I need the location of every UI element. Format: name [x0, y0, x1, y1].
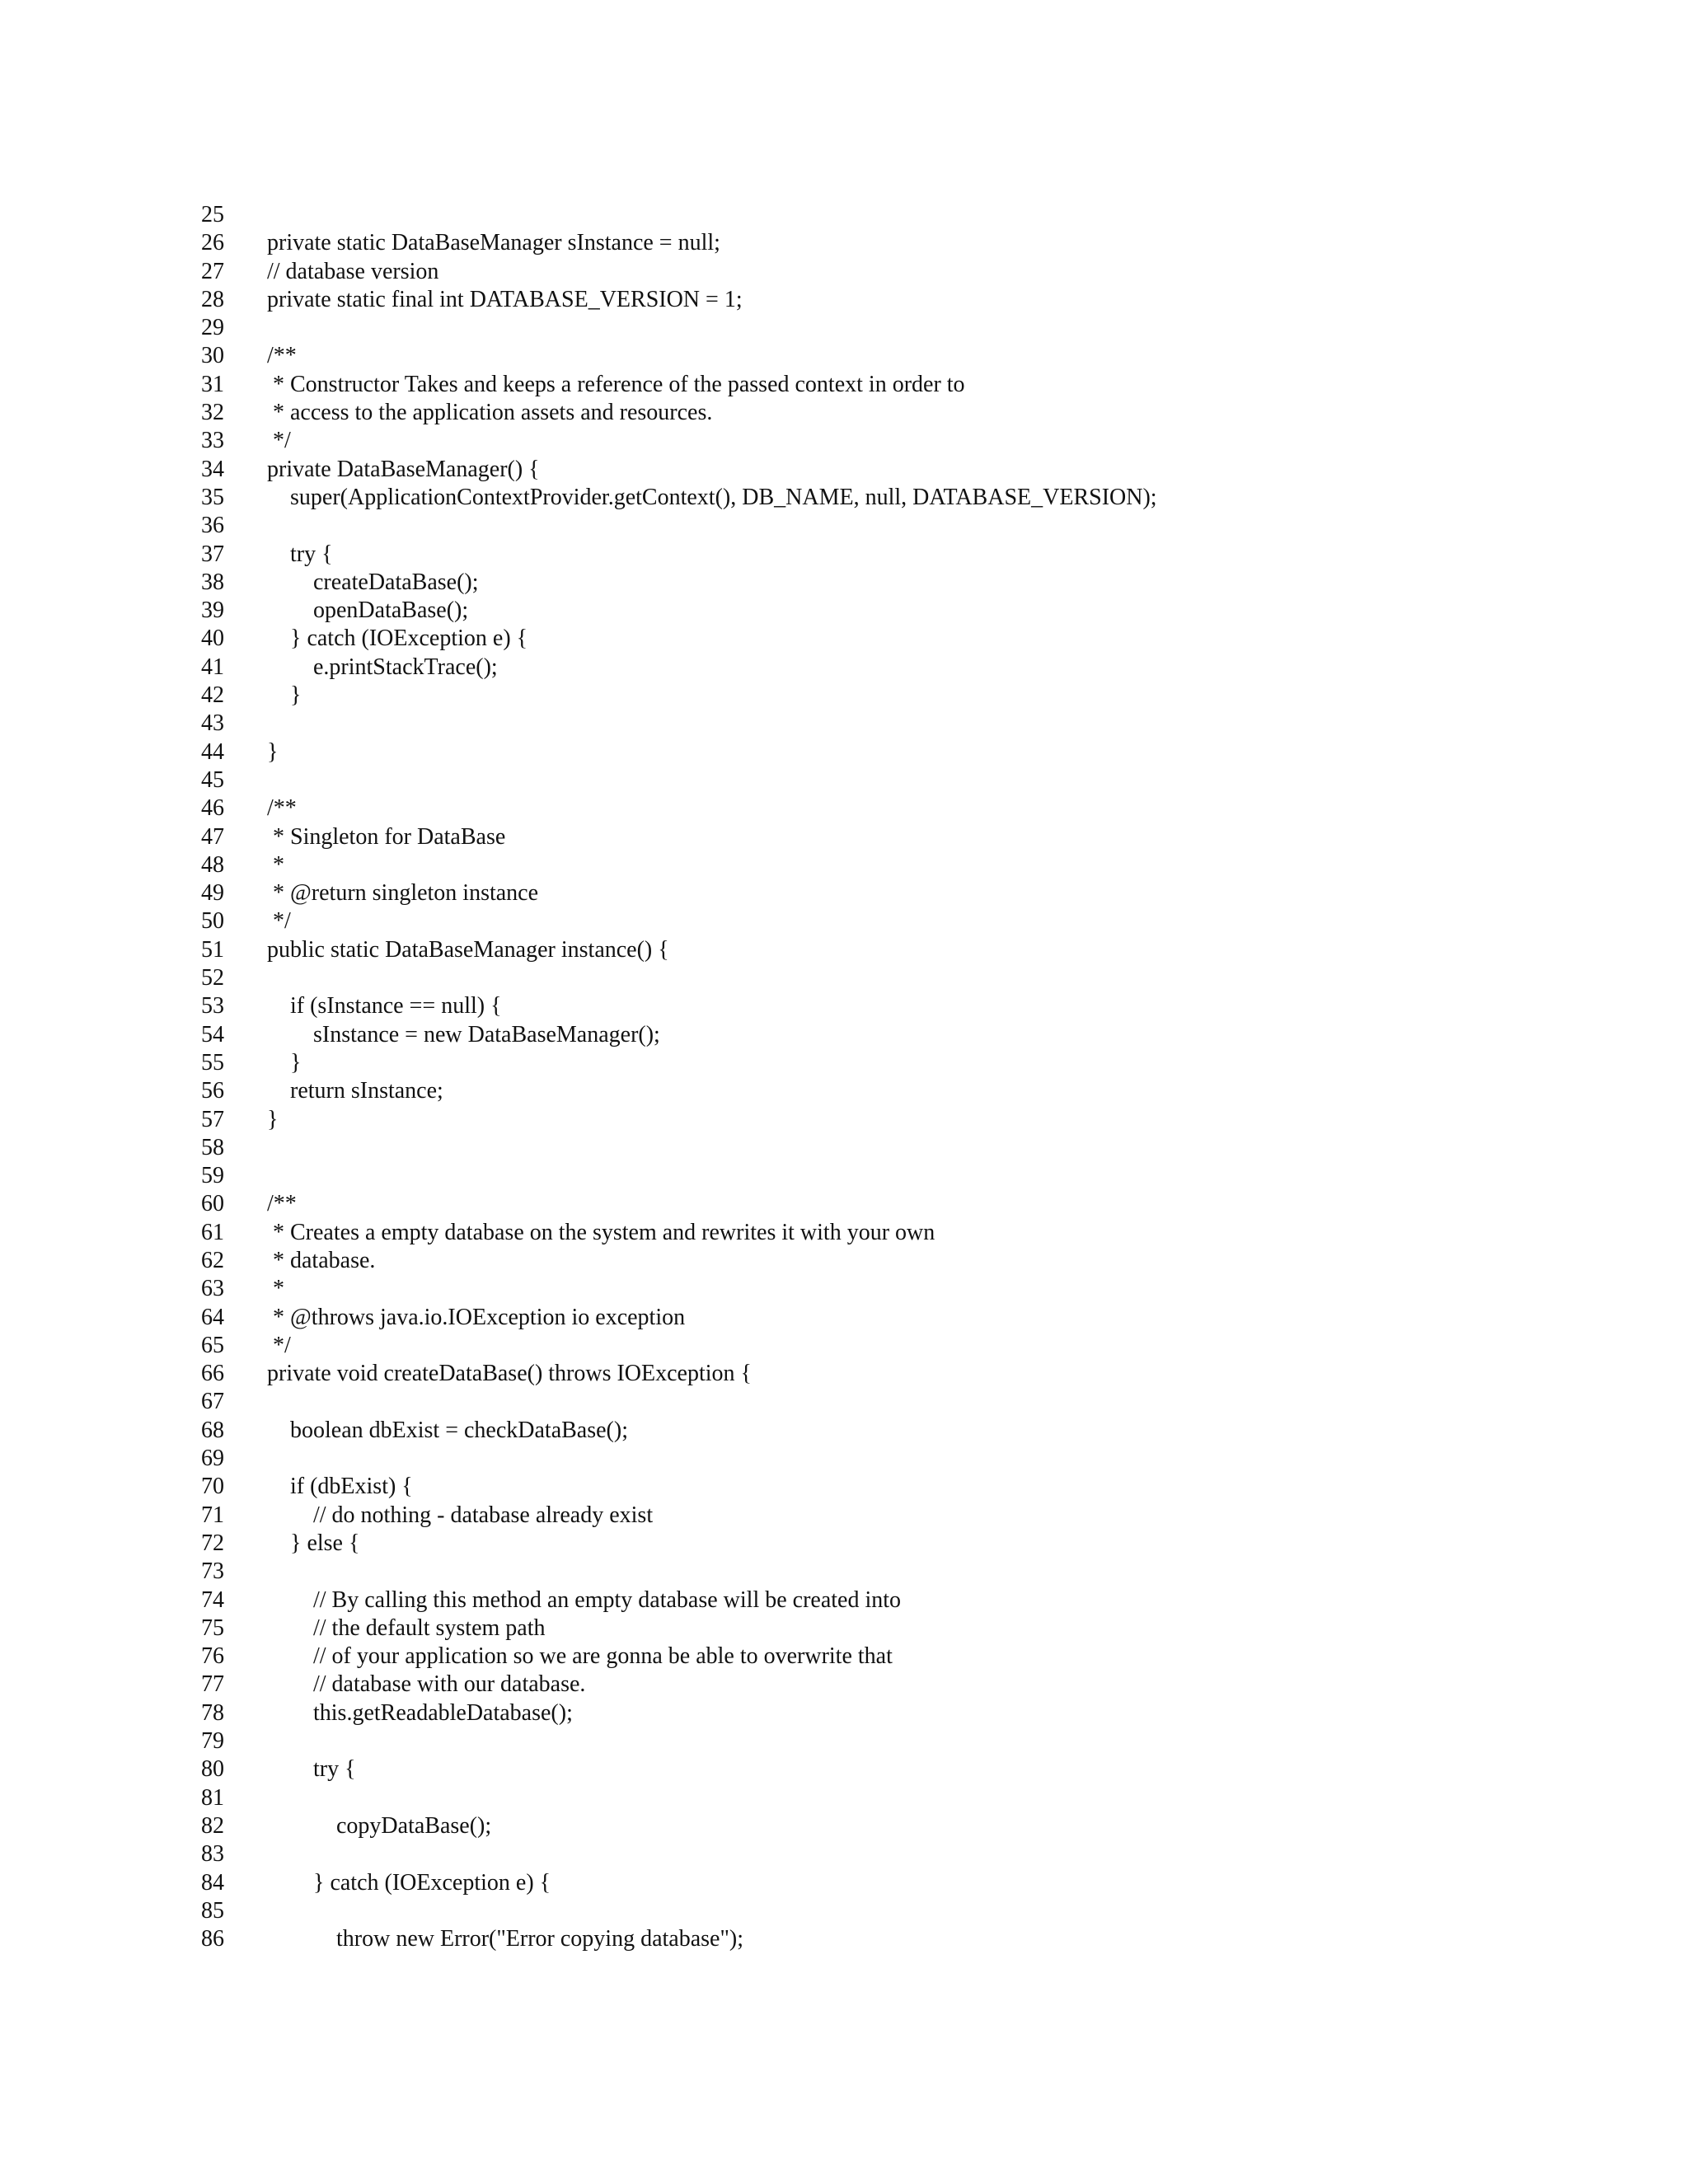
line-number: 27 — [201, 258, 224, 284]
line-number: 44 — [201, 738, 224, 765]
line-number: 33 — [201, 428, 224, 454]
line-number: 74 — [201, 1586, 224, 1613]
code-line — [201, 597, 1520, 625]
line-number: 72 — [201, 1530, 224, 1556]
code-text: * Creates a empty database on the system and rewrites it with your own — [267, 1219, 935, 1245]
code-line — [201, 1615, 1520, 1643]
code-line — [201, 1247, 1520, 1275]
code-text: // the default system path — [267, 1615, 546, 1641]
code-line — [201, 342, 1520, 370]
line-number: 83 — [201, 1841, 224, 1868]
code-line — [201, 1727, 1520, 1755]
line-number: 70 — [201, 1474, 224, 1500]
code-line — [201, 766, 1520, 794]
code-text: */ — [267, 1332, 291, 1358]
line-number: 79 — [201, 1728, 224, 1755]
line-number: 37 — [201, 541, 224, 567]
code-line — [201, 654, 1520, 682]
code-text: private static final int DATABASE_VERSION = 1; — [267, 286, 743, 312]
line-number: 46 — [201, 795, 224, 822]
code-line — [201, 569, 1520, 597]
code-line — [201, 1502, 1520, 1530]
code-line — [201, 738, 1520, 766]
code-line — [201, 1134, 1520, 1162]
code-line — [201, 851, 1520, 879]
code-line — [201, 484, 1520, 512]
line-number: 25 — [201, 202, 224, 227]
code-line — [201, 371, 1520, 399]
line-number: 78 — [201, 1699, 224, 1726]
code-listing — [201, 201, 1520, 1953]
line-number: 54 — [201, 1021, 224, 1047]
code-line — [201, 992, 1520, 1020]
code-line — [201, 1869, 1520, 1897]
code-line — [201, 1473, 1520, 1501]
code-text: // By calling this method an empty database will be created into — [267, 1586, 902, 1613]
line-number: 36 — [201, 513, 224, 539]
line-number: 51 — [201, 936, 224, 963]
line-number: 50 — [201, 908, 224, 935]
code-line — [201, 512, 1520, 540]
code-line — [201, 314, 1520, 342]
line-number: 40 — [201, 626, 224, 652]
code-line — [201, 964, 1520, 992]
code-text: try { — [267, 541, 333, 567]
code-text: e.printStackTrace(); — [267, 654, 498, 680]
code-text: // database version — [267, 258, 439, 284]
code-text: */ — [267, 428, 291, 454]
code-text: * @return singleton instance — [267, 880, 539, 907]
code-line — [201, 399, 1520, 427]
line-number: 56 — [201, 1078, 224, 1104]
code-text: } — [267, 1049, 302, 1076]
line-number: 64 — [201, 1304, 224, 1330]
line-number: 60 — [201, 1191, 224, 1217]
code-text: if (dbExist) { — [267, 1474, 413, 1500]
code-line — [201, 1219, 1520, 1247]
code-text: throw new Error("Error copying database"); — [267, 1926, 744, 1952]
code-line — [201, 1925, 1520, 1953]
code-text: public static DataBaseManager instance() { — [267, 936, 669, 963]
code-line — [201, 1190, 1520, 1218]
code-text: * — [267, 851, 284, 878]
code-text: private DataBaseManager() { — [267, 456, 540, 482]
code-line — [201, 1530, 1520, 1558]
code-line — [201, 1699, 1520, 1727]
code-line — [201, 427, 1520, 455]
code-text: createDataBase(); — [267, 569, 479, 595]
line-number: 26 — [201, 230, 224, 256]
code-text: openDataBase(); — [267, 598, 469, 624]
code-line — [201, 1388, 1520, 1416]
code-line — [201, 1784, 1520, 1812]
code-text: if (sInstance == null) { — [267, 993, 502, 1019]
line-number: 67 — [201, 1389, 224, 1415]
line-number: 59 — [201, 1163, 224, 1189]
code-text: } — [267, 682, 302, 709]
code-line — [201, 541, 1520, 569]
code-text: private static DataBaseManager sInstance = null; — [267, 230, 720, 256]
code-text: private void createDataBase() throws IOException { — [267, 1361, 752, 1387]
line-number: 55 — [201, 1049, 224, 1076]
code-line — [201, 879, 1520, 907]
code-line — [201, 1643, 1520, 1671]
code-text: * database. — [267, 1247, 376, 1273]
code-text: /** — [267, 1191, 297, 1217]
code-line — [201, 1812, 1520, 1840]
code-text: sInstance = new DataBaseManager(); — [267, 1021, 660, 1047]
code-line — [201, 1586, 1520, 1615]
code-text: /** — [267, 795, 297, 822]
line-number: 42 — [201, 682, 224, 709]
code-text: return sInstance; — [267, 1078, 443, 1104]
line-number: 48 — [201, 851, 224, 878]
code-text: } — [267, 738, 279, 765]
code-line — [201, 823, 1520, 851]
code-text: } catch (IOException e) { — [267, 1869, 551, 1896]
line-number: 41 — [201, 654, 224, 680]
line-number: 34 — [201, 456, 224, 482]
code-line — [201, 1840, 1520, 1868]
line-number: 49 — [201, 880, 224, 907]
line-number: 73 — [201, 1558, 224, 1585]
code-text: /** — [267, 343, 297, 369]
line-number: 52 — [201, 965, 224, 991]
line-number: 39 — [201, 598, 224, 624]
code-line — [201, 1445, 1520, 1473]
line-number: 85 — [201, 1897, 224, 1924]
line-number: 75 — [201, 1615, 224, 1641]
code-text: * access to the application assets and resources. — [267, 400, 713, 426]
code-text: } else { — [267, 1530, 360, 1556]
line-number: 58 — [201, 1134, 224, 1160]
line-number: 71 — [201, 1502, 224, 1528]
code-text: this.getReadableDatabase(); — [267, 1699, 573, 1726]
code-line — [201, 286, 1520, 314]
code-line — [201, 1897, 1520, 1925]
line-number: 62 — [201, 1247, 224, 1273]
line-number: 61 — [201, 1219, 224, 1245]
line-number: 84 — [201, 1869, 224, 1896]
code-line — [201, 1304, 1520, 1332]
line-number: 81 — [201, 1784, 224, 1811]
line-number: 68 — [201, 1417, 224, 1443]
line-number: 45 — [201, 766, 224, 793]
code-line — [201, 907, 1520, 935]
line-number: 35 — [201, 484, 224, 510]
code-line — [201, 1049, 1520, 1077]
line-number: 77 — [201, 1671, 224, 1698]
code-line — [201, 625, 1520, 653]
code-text: boolean dbExist = checkDataBase(); — [267, 1417, 628, 1443]
code-line — [201, 682, 1520, 710]
code-text: * — [267, 1276, 284, 1302]
line-number: 63 — [201, 1276, 224, 1302]
code-text: } catch (IOException e) { — [267, 626, 528, 652]
line-number: 80 — [201, 1756, 224, 1783]
line-number: 57 — [201, 1106, 224, 1132]
code-line — [201, 1558, 1520, 1586]
code-text: // of your application so we are gonna be able to overwrite that — [267, 1643, 893, 1670]
line-number: 86 — [201, 1926, 224, 1952]
line-number: 29 — [201, 315, 224, 341]
code-line — [201, 1417, 1520, 1445]
code-text: } — [267, 1106, 279, 1132]
code-line — [201, 1162, 1520, 1190]
code-line — [201, 794, 1520, 823]
line-number: 30 — [201, 343, 224, 369]
line-number: 53 — [201, 993, 224, 1019]
code-line — [201, 1360, 1520, 1388]
code-text: // do nothing - database already exist — [267, 1502, 654, 1528]
code-line — [201, 456, 1520, 484]
code-text: try { — [267, 1756, 356, 1783]
code-text: * @throws java.io.IOException io exception — [267, 1304, 686, 1330]
line-number: 65 — [201, 1332, 224, 1358]
line-number: 32 — [201, 400, 224, 426]
line-number: 66 — [201, 1361, 224, 1387]
code-line — [201, 201, 1520, 229]
line-number: 82 — [201, 1812, 224, 1839]
code-text: super(ApplicationContextProvider.getContext(), DB_NAME, null, DATABASE_VERSION); — [267, 484, 1157, 510]
line-number: 43 — [201, 710, 224, 737]
line-number: 31 — [201, 371, 224, 397]
code-line — [201, 710, 1520, 738]
code-line — [201, 1275, 1520, 1303]
code-text: copyDataBase(); — [267, 1812, 492, 1839]
code-text: * Singleton for DataBase — [267, 823, 506, 850]
code-line — [201, 1332, 1520, 1360]
code-line — [201, 1755, 1520, 1783]
line-number: 47 — [201, 823, 224, 850]
code-line — [201, 1106, 1520, 1134]
line-number: 69 — [201, 1446, 224, 1472]
code-line — [201, 229, 1520, 257]
code-line — [201, 936, 1520, 964]
code-text: * Constructor Takes and keeps a reference of the passed context in order to — [267, 371, 965, 397]
line-number: 38 — [201, 569, 224, 595]
line-number: 28 — [201, 286, 224, 312]
code-text: // database with our database. — [267, 1671, 586, 1698]
code-line — [201, 1021, 1520, 1049]
code-text: */ — [267, 908, 291, 935]
line-number: 76 — [201, 1643, 224, 1670]
code-line — [201, 1671, 1520, 1699]
code-line — [201, 1077, 1520, 1105]
code-line — [201, 258, 1520, 286]
